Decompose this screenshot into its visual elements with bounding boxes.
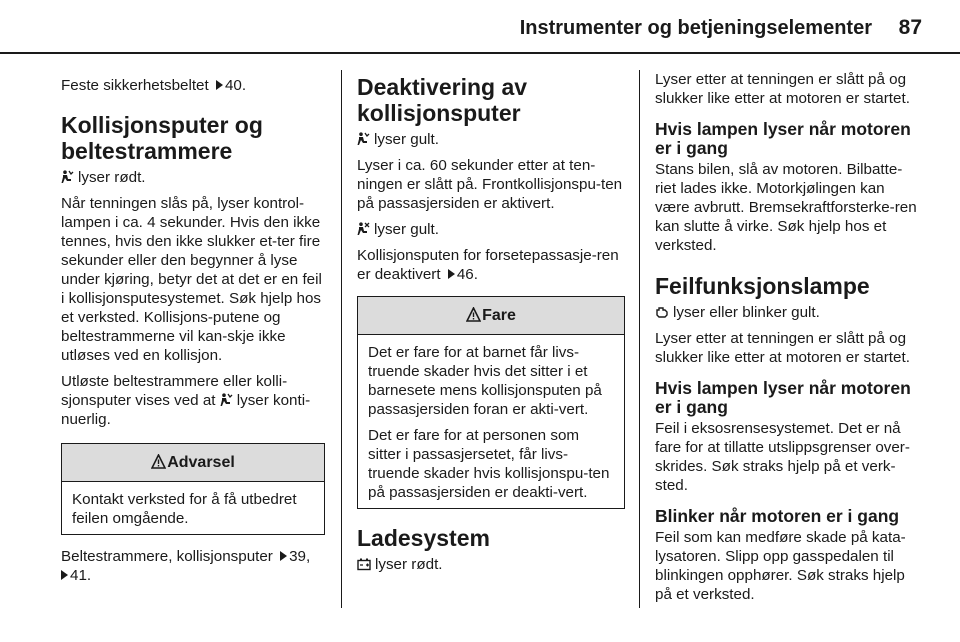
malfunction-paragraph: Lyser etter at tenningen er slått på og slukker like etter at motoren er startet.: [655, 330, 910, 366]
warning-box-body: [62, 482, 324, 534]
deactivation-paragraph-2: [357, 246, 625, 284]
page-header: [0, 0, 960, 56]
intro-line: [61, 76, 325, 95]
charging-subtext: Stans bilen, slå av motoren. Bilbatte-riet lades ikke. Motorkjølingen kan være avbrutt. Bremsekraftforsterke-ren kan slutte å virke. Søk hjelp hos et verksted.: [655, 161, 917, 254]
charging-lamp-text: lyser rødt.: [375, 556, 443, 573]
reference-arrow-icon: [216, 80, 223, 90]
malfunction-lamp-line: [655, 303, 923, 322]
para2-text-a: Utløste beltestrammere eller kolli-sjonsputer vises ved at: [61, 373, 288, 409]
ref-link-39[interactable]: 39,: [289, 548, 311, 565]
battery-icon: [357, 557, 371, 571]
reference-arrow-icon: [61, 570, 68, 580]
deactivation-lamp1-line: [357, 130, 625, 149]
heading-line2: beltestrammere: [61, 138, 233, 164]
airbag-paragraph-1: Når tenningen slås på, lyser kontrol-lampen i ca. 4 sekunder. Hvis den ikke tennes, hvis den ikke slukker et-ter fire sekunder eller den begynner å lyse under kjøring, betyr det at det er en feil i kollisjonsputesystemet. Søk hjelp hos et verksted. Kollisjons-putene og beltestrammerne vil kan-skje ikke utløses ved en kollisjon.: [61, 195, 322, 364]
lamp1-text: lyser gult.: [374, 131, 439, 148]
reference-arrow-icon: [280, 551, 287, 561]
warning-box: [61, 443, 325, 535]
deactivation-lamp2-line: [357, 220, 625, 239]
para2-text-b: lyser konti-nuerlig.: [61, 392, 311, 428]
heading-line1: Kollisjonsputer og: [61, 112, 263, 138]
warning-triangle-icon: [466, 307, 481, 322]
charging-lamp-line: [357, 555, 625, 574]
deactivation-paragraph-1: Lyser i ca. 60 sekunder etter at ten-ningen er slått på. Frontkollisjonspu-ten på passasjersiden er aktivert.: [357, 157, 623, 212]
airbag-person-icon: [61, 170, 74, 184]
malfunction-lamp-text: lyser eller blinker gult.: [673, 304, 820, 321]
ref-link-41[interactable]: 41.: [70, 567, 92, 584]
malfunction-heading: Feilfunksjonslampe: [655, 273, 870, 299]
heading-line1: Deaktivering av: [357, 74, 528, 100]
airbag-on-icon: [357, 132, 370, 146]
warning-box-header: [62, 444, 324, 482]
page-number: 87: [898, 16, 922, 39]
column-2: [357, 70, 625, 581]
warning-triangle-icon: [151, 454, 166, 469]
danger-box: [357, 296, 625, 509]
malfunction-subheading-1: Hvis lampen lyser når motoren er i gang: [655, 378, 911, 417]
danger-box-paragraph-2: Det er fare for at personen som sitter i passasjersetet, får livs-truende skader hvis kollisjonspu-ten på passasjersiden er deakti-vert.: [368, 427, 610, 501]
ref-link-46[interactable]: 46.: [456, 266, 478, 283]
column-divider-2: [639, 70, 640, 608]
warning-box-title: Advarsel: [167, 454, 235, 471]
deactivation-heading: [357, 74, 625, 126]
intro-ref[interactable]: 40.: [224, 77, 247, 94]
refs-text: Beltestrammere, kollisjonsputer: [61, 548, 273, 565]
heading-line2: kollisjonsputer: [357, 100, 521, 126]
charging-subheading: Hvis lampen lyser når motoren er i gang: [655, 119, 911, 158]
reference-arrow-icon: [448, 269, 455, 279]
header-divider: [0, 52, 960, 54]
danger-box-header: [358, 297, 624, 335]
airbag-section-heading: [61, 112, 325, 164]
airbag-lamp-line: [61, 168, 325, 187]
danger-box-title: Fare: [482, 307, 516, 324]
para2-text: Kollisjonsputen for forsetepassasje-ren er deaktivert: [357, 247, 619, 283]
engine-malfunction-icon: [655, 305, 669, 319]
airbag-person-icon: [220, 393, 233, 407]
warning-box-text: Kontakt verksted for å få utbedret feilen omgående.: [72, 491, 297, 527]
lamp2-text: lyser gult.: [374, 221, 439, 238]
danger-box-paragraph-1: Det er fare for at barnet får livs-truende skader hvis det sitter i et barnesete mens kollisjonsputen på passasjersiden foran er akti-vert.: [368, 344, 602, 418]
intro-text: Feste sikkerhetsbeltet: [61, 77, 209, 94]
danger-box-body: [358, 335, 624, 508]
airbag-off-icon: [357, 222, 370, 236]
charging-heading: Ladesystem: [357, 525, 490, 551]
airbag-paragraph-2: [61, 372, 325, 429]
malfunction-subheading-2: Blinker når motoren er i gang: [655, 506, 900, 526]
column-1: [61, 76, 325, 592]
page-title: Instrumenter og betjeningselementer: [519, 17, 872, 39]
charging-paragraph: Lyser etter at tenningen er slått på og slukker like etter at motoren er startet.: [655, 71, 910, 107]
airbag-lamp-text: lyser rødt.: [78, 169, 146, 186]
airbag-references: [61, 547, 325, 585]
malfunction-subtext-1: Feil i eksosrensesystemet. Det er nå fare for at tillatte utslippsgrenser over-skrides. Søk straks hjelp på et verk-sted.: [655, 420, 910, 494]
column-3: [655, 70, 923, 611]
malfunction-subtext-2: Feil som kan medføre skade på kata-lysatoren. Slipp opp gasspedalen til blinkingen opphører. Søk straks hjelp på et verksted.: [655, 529, 906, 603]
column-divider-1: [341, 70, 342, 608]
